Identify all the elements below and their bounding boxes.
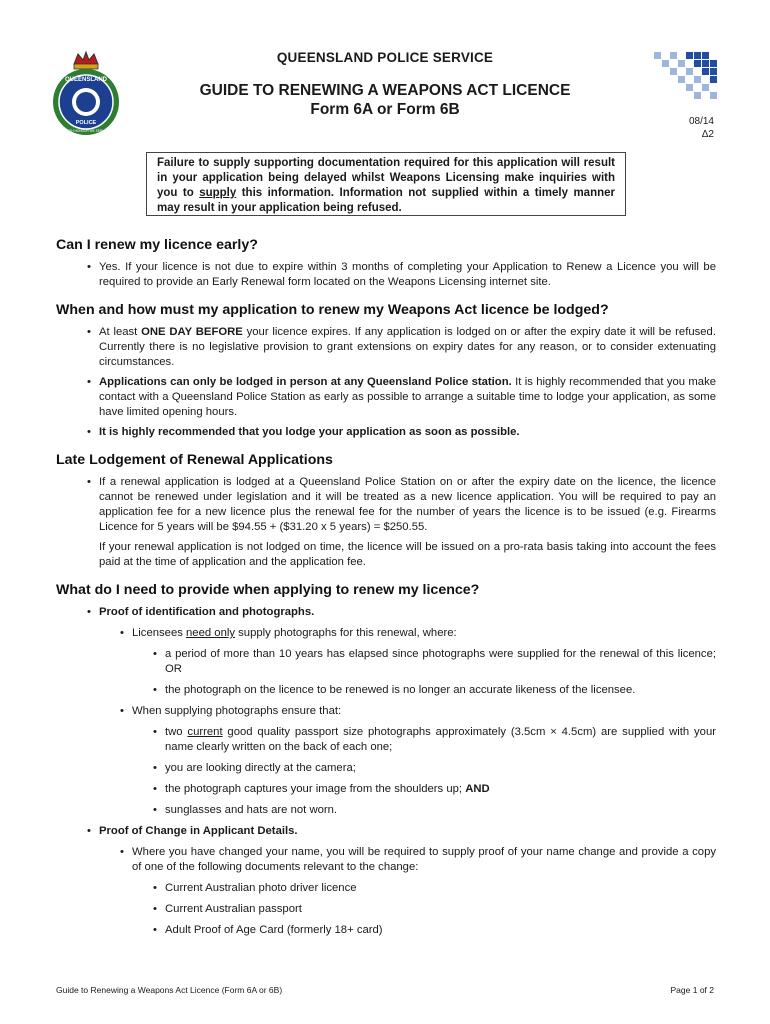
list-item: • Proof of Change in Applicant Details. • Where you have changed your name, you will be required to supply proof of your name change and provide a copy of one of the following documents relevant to the change: • Current Australian photo driver licence • Current Australian passport • Adult Proof of Age Card (formerly 18+ card) [84, 824, 716, 938]
service-name: QUEENSLAND POLICE SERVICE [276, 50, 494, 65]
warning-text-1: Failure to supply supporting documentation required for this application will result in your application being delayed whilst Weapons Licensing make inquiries with you to [157, 157, 615, 199]
list-item: • Proof of identification and photographs. • Licensees need only supply photographs for this renewal, where: • a period of more than 10 years has elapsed since photographs were supplied for the renewal of this licence; OR • the photograph on the licence to be renewed is no longer an accurate likeness of the licensee. • When supplying photographs ensure that: • two current good quality passport size photographs approximately (3.5cm × 4.5cm) are supplied with your name clearly written on the back of each one; • you are looking directly at the camera; • the photograph captures your image from the shoulders up; AND • sunglasses and hats are not worn. [84, 605, 716, 818]
form-number: Form 6A or Form 6B [310, 101, 460, 118]
warning-text-2: this information. Information not supplied within a timely manner may result in your application being refused. [157, 187, 615, 214]
list-item: • sunglasses and hats are not worn. [150, 803, 716, 818]
checker-square [710, 68, 717, 75]
document-title: GUIDE TO RENEWING A WEAPONS ACT LICENCE [199, 82, 571, 99]
list-item: • Applications can only be lodged in person at any Queensland Police station. It is highly recommended that you make contact with a Queensland Police Station as early as possible to arrange a suitable time to lodge your application, as some have limited opening hours. [84, 375, 716, 420]
logo-text-mid: POLICE [75, 120, 97, 126]
late-lodgement-paragraph: If your renewal application is not lodged on time, the licence will be issued on a pro-rata basis taking into account the fees paid at the time of application and the application fee. [99, 541, 716, 568]
document-body [56, 237, 716, 950]
version-date: 08/14 [688, 116, 714, 127]
checker-square [702, 68, 709, 75]
list-item: • Current Australian photo driver licence [150, 881, 716, 896]
version-revision: Δ2 [701, 128, 714, 140]
warning-box [146, 152, 626, 216]
heading-what-provide: What do I need to provide when applying to renew my licence? [56, 582, 480, 598]
list-item: • Licensees need only supply photographs for this renewal, where: • a period of more than 10 years has elapsed since photographs were supplied for the renewal of this licence; OR • the photograph on the licence to be renewed is no longer an accurate likeness of the licensee. [117, 626, 716, 698]
checker-square [670, 68, 677, 75]
list-item: • the photograph captures your image from the shoulders up; AND [150, 782, 716, 797]
version-info [689, 116, 714, 141]
logo-text-top: QUEENSLAND [64, 77, 108, 83]
footer-title: Guide to Renewing a Weapons Act Licence (Form 6A or 6B) [56, 985, 283, 995]
list-item: • Yes. If your licence is not due to expire within 3 months of completing your Application to Renew a Licence you will be required to provide an Early Renewal form located on the Weapons Licensing internet site. [84, 260, 716, 290]
list-item: • two current good quality passport size photographs approximately (3.5cm × 4.5cm) are supplied with your name clearly written on the back of each one; [150, 725, 716, 755]
section-when-lodged [56, 302, 716, 440]
heading-when-lodged: When and how must my application to renew my Weapons Act licence be lodged? [56, 302, 609, 318]
warning-text-underlined: supply [199, 187, 237, 199]
checker-square [686, 68, 693, 75]
list-item: • Current Australian passport [150, 902, 716, 917]
section-renew-early [56, 237, 716, 290]
list-item: • It is highly recommended that you lodge your application as soon as possible. [84, 425, 716, 440]
list-item: • Adult Proof of Age Card (formerly 18+ card) [150, 923, 716, 938]
list-item: • a period of more than 10 years has elapsed since photographs were supplied for the renewal of this licence; OR [150, 647, 716, 677]
section-late-lodgement [56, 452, 716, 570]
list-item: • you are looking directly at the camera; [150, 761, 716, 776]
list-item: • the photograph on the licence to be renewed is no longer an accurate likeness of the licensee. [150, 683, 716, 698]
list-item: • Where you have changed your name, you will be required to supply proof of your name change and provide a copy of one of the following documents relevant to the change: • Current Australian photo driver licence • Current Australian passport • Adult Proof of Age Card (formerly 18+ card) [117, 845, 716, 938]
heading-late-lodgement: Late Lodgement of Renewal Applications [56, 452, 333, 468]
logo-text-bottom: WITH HONOUR WE SERVE [65, 129, 107, 133]
list-item: • At least ONE DAY BEFORE your licence expires. If any application is lodged on or after the expiry date it will be refused. Currently there is no legislative provision to grant extensions on expiry dates for any reason, or to consider extenuating circumstances. [84, 325, 716, 370]
section-what-provide [56, 582, 716, 938]
list-item: • If a renewal application is lodged at a Queensland Police Station on or after the expiry date on the licence, the licence cannot be renewed under legislation and it will be treated as a new licence application. You will be required to pay an application fee for a new licence plus the renewal fee for the number of years the licence is to be issued (e.g. Firearms Licence for 5 years will be $94.55 + ($31.20 x 5 years) = $250.55. [84, 475, 716, 535]
heading-renew-early: Can I renew my licence early? [56, 237, 258, 253]
list-item: • When supplying photographs ensure that: • two current good quality passport size photographs approximately (3.5cm × 4.5cm) are supplied with your name clearly written on the back of each one; • you are looking directly at the camera; • the photograph captures your image from the shoulders up; AND • sunglasses and hats are not worn. [117, 704, 716, 818]
page-number: Page 1 of 2 [670, 985, 714, 995]
